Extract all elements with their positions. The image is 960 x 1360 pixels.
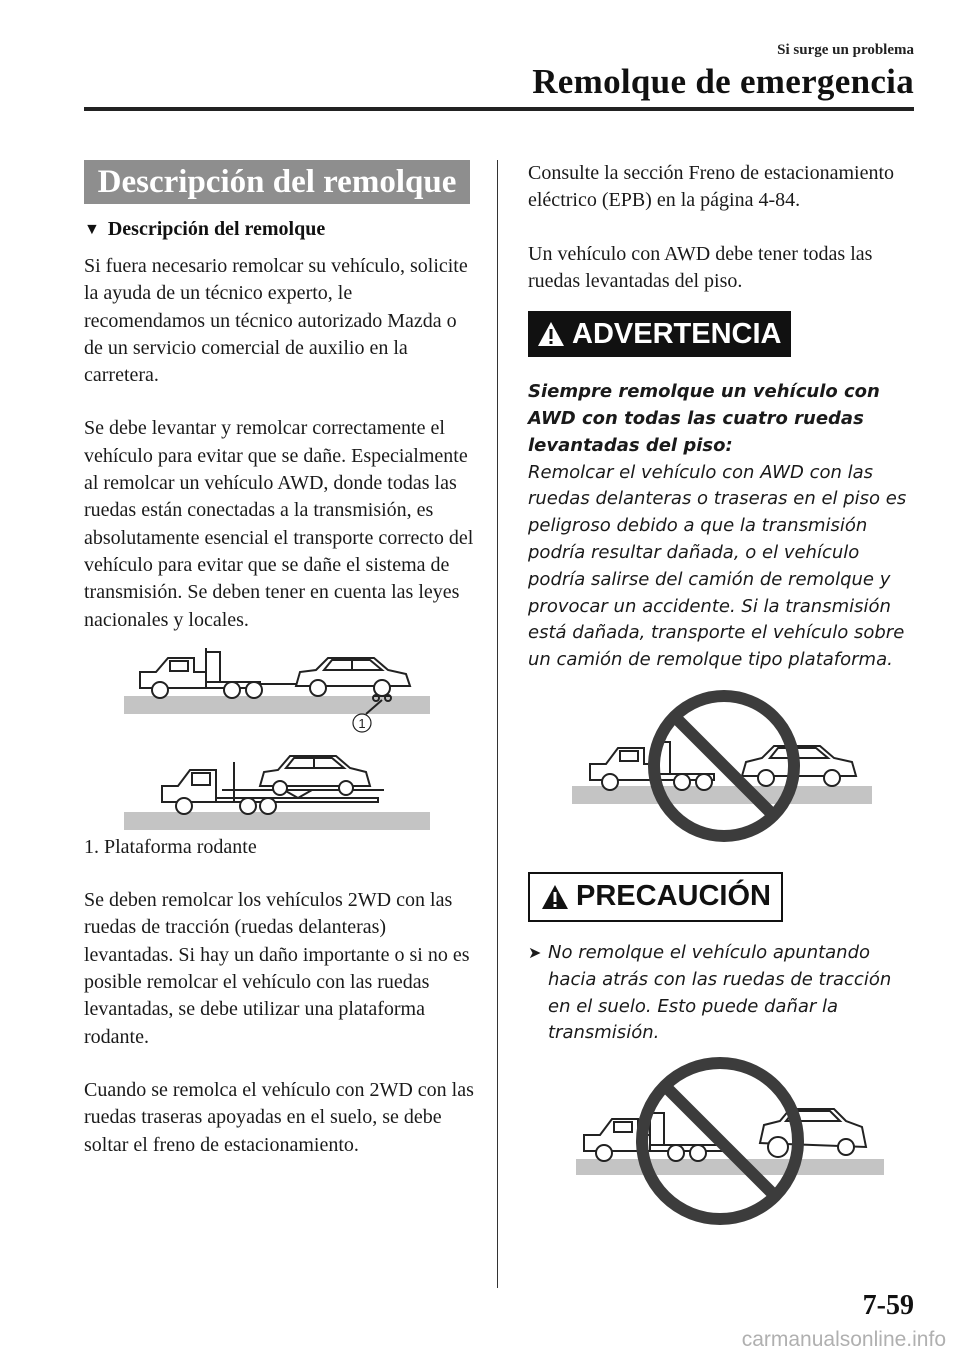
left-column <box>84 160 476 1159</box>
figure-caption: 1. Plataforma rodante <box>84 835 257 858</box>
flatbed-illustration <box>124 756 430 830</box>
paragraph: Cuando se remolca el vehículo con 2WD con las ruedas traseras apoyadas en el suelo, se debe soltar el freno de estacionamiento. <box>84 1078 474 1156</box>
page-number: 7-59 <box>862 1290 914 1321</box>
paragraph: Si fuera necesario remolcar su vehículo, solicite la ayuda de un técnico experto, le recomendamos un técnico autorizado Mazda o de un servicio comercial de auxilio en la carretera. <box>84 255 468 387</box>
paragraph: Consulte la sección Freno de estacionamiento eléctrico (EPB) en la página 4-84. <box>528 162 895 212</box>
warning-triangle-icon <box>536 320 566 348</box>
caution-item <box>528 940 916 1047</box>
callout-marker <box>353 714 371 732</box>
prohibited-towing-figure <box>528 682 916 850</box>
triangle-down-icon: ▼ <box>84 220 100 238</box>
prohibited-reverse-towing-figure <box>528 1055 916 1231</box>
arrow-bullet-icon: ➤ <box>528 942 542 962</box>
right-column <box>528 160 916 1231</box>
caution-triangle-icon <box>540 883 570 911</box>
paragraph: Un vehículo con AWD debe tener todas las ruedas levantadas del piso. <box>528 242 873 292</box>
chapter-label: Si surge un problema <box>777 42 914 58</box>
warning-body: Remolcar el vehículo con AWD con las ruedas delanteras o traseras en el piso es peligroso debido a que la transmisión podría resultar dañada, o el vehículo podría salirse del camión de remolque y provocar un accidente. Si la transmisión está dañada, transporte el vehículo sobre un camión de remolque tipo plataforma. <box>528 461 907 671</box>
page-title: Remolque de emergencia <box>532 62 914 101</box>
section-banner: Descripción del remolque <box>84 160 470 204</box>
watermark: carmanualsonline.info <box>741 1328 946 1351</box>
callout-number: 1 <box>358 715 366 731</box>
wheel-lift-illustration <box>124 648 430 714</box>
warning-label: ADVERTENCIA <box>572 317 782 350</box>
paragraph: Se deben remolcar los vehículos 2WD con las ruedas de tracción (ruedas delanteras) levantadas. Si hay un daño importante o si no es posible remolcar el vehículo con las ruedas levantadas, se debe utilizar una plataforma rodante. <box>84 889 470 1048</box>
sub-heading-text: Descripción del remolque <box>107 218 326 240</box>
caution-label: PRECAUCIÓN <box>576 880 771 913</box>
towing-methods-figure <box>84 638 476 834</box>
column-divider <box>497 160 498 1288</box>
warning-badge <box>528 311 791 357</box>
header-rule <box>84 107 914 111</box>
warning-title: Siempre remolque un vehículo con AWD con todas las cuatro ruedas levantadas del piso: <box>528 381 880 456</box>
caution-badge <box>532 876 779 918</box>
paragraph: Se debe levantar y remolcar correctamente el vehículo para evitar que se dañe. Especialmente al remolcar un vehículo AWD, donde todas las ruedas están conectadas a la transmisión, es absolutamente esencial el transporte correcto del vehículo para evitar que se dañe el sistema de transmisión. Se deben tener en cuenta las leyes nacionales y locales. <box>84 417 474 631</box>
sub-heading <box>84 218 476 241</box>
caution-badge-frame <box>528 872 783 922</box>
caution-text: No remolque el vehículo apuntando hacia atrás con las ruedas de tracción en el suelo. Esto puede dañar la transmisión. <box>548 941 892 1044</box>
